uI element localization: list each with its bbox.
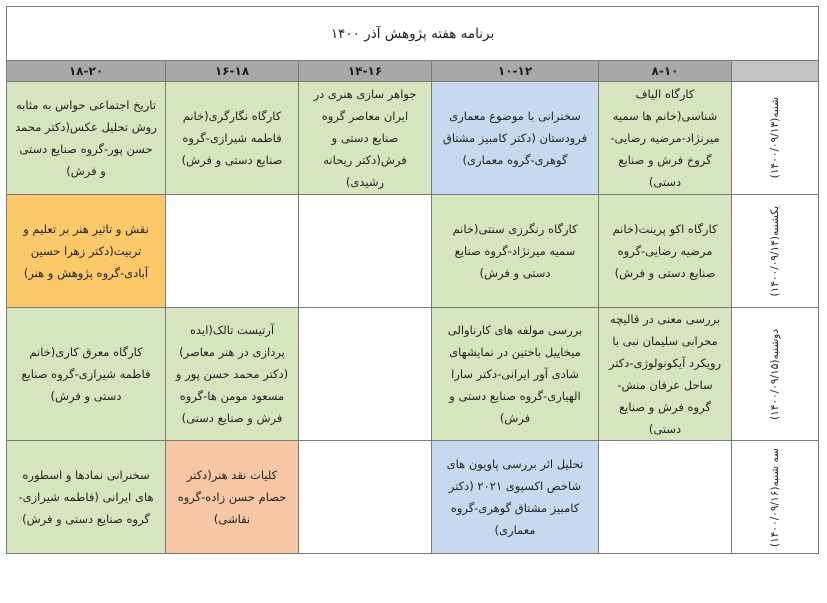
event-text: بررسی معنی در قالیچه محرابی سلیمان نبی با رویکرد آیکونولوژی-دکتر ساحل عرفان منش-گروه فرش و صنایع دستی): [608, 312, 722, 436]
schedule-row-saturday: [7, 82, 819, 195]
event-text: بررسی مولفه های کارناوالی میخاییل باختین در نمایشهای شادی آور ایرانی-دکتر سارا الهیاری-گروه صنایع دستی و فرش): [447, 323, 583, 425]
schedule-cell: [166, 82, 299, 195]
schedule-cell: [166, 308, 299, 441]
schedule-cell: [432, 441, 599, 554]
day-label: سه شنبه(۱۴۰۰/۰۹/۱۶): [769, 447, 782, 547]
schedule-table: [6, 6, 819, 554]
day-label: دوشنبه(۱۴۰۰/۰۹/۱۵): [769, 328, 782, 420]
schedule-cell: [299, 82, 432, 195]
schedule-cell: [432, 195, 599, 308]
event-text: تحلیل اثر بررسی پاویون های شاخص اکسپوی ۲۰۲۱ (دکتر کامبیز مشتاق گوهری-گروه معماری): [446, 457, 584, 537]
event-text: کلیات نقد هنر(دکتر حصام حسن زاده-گروه نقاشی): [177, 468, 287, 526]
day-label: شنبه(۱۴۰۰/۰۹/۱۳): [769, 97, 782, 179]
event-text: تاریخ اجتماعی حواس به مثابه روش تحلیل عکس(دکتر محمد حسن پور-گروه صنایع دستی و فرش): [15, 98, 157, 178]
header-row: [7, 61, 819, 82]
day-label-cell: [732, 441, 819, 554]
header-slot-8-10: ۸-۱۰: [599, 61, 732, 82]
schedule-cell: [7, 308, 166, 441]
header-slot-14-16: ۱۴-۱۶: [299, 61, 432, 82]
title-row: [7, 7, 819, 61]
header-slot-10-12: ۱۰-۱۲: [432, 61, 599, 82]
event-text: سخنرانی نمادها و اسطوره های ایرانی (فاطمه شیرازی-گروه صنایع دستی و فرش): [18, 468, 154, 526]
event-text: کارگاه رنگرزی سنتی(خانم سمیه میرنژاد-گروه صنایع دستی و فرش): [452, 222, 578, 280]
event-text: نقش و تاثیر هنر بر تعلیم و تربیت(دکتر زهرا حسین آبادی-گروه پژوهش و هنر): [23, 222, 149, 280]
schedule-cell-empty: [166, 195, 299, 308]
page-title: برنامه هفته پژوهش آذر ۱۴۰۰: [7, 7, 819, 61]
schedule-cell-empty: [599, 441, 732, 554]
schedule-cell: [599, 195, 732, 308]
event-text: کارگاه اکو پرینت(خانم مرضیه رضایی-گروه صنایع دستی و فرش): [612, 222, 718, 280]
header-slot-16-18: ۱۶-۱۸: [166, 61, 299, 82]
event-text: کارگاه الیاف شناسی(خانم ها سمیه میرنژاد-مرضیه رضایی- گروخ فرش و صنایع دستی): [610, 87, 720, 189]
schedule-row-tuesday: [7, 441, 819, 554]
schedule-cell-empty: [299, 441, 432, 554]
schedule-cell-empty: [299, 195, 432, 308]
header-corner: [732, 61, 819, 82]
schedule-cell: [432, 308, 599, 441]
schedule-cell: [7, 195, 166, 308]
schedule-cell-empty: [299, 308, 432, 441]
schedule-row-sunday: [7, 195, 819, 308]
schedule-cell: [7, 82, 166, 195]
header-slot-18-20: ۱۸-۲۰: [7, 61, 166, 82]
schedule-cell: [599, 82, 732, 195]
event-text: جواهر سازی هنری در ایران معاصر گروه صنایع دستی و فرش(دکتر ریحانه رشیدی): [313, 87, 417, 189]
schedule-cell: [599, 308, 732, 441]
event-text: سخنرانی با موضوع معماری فرودستان (دکتر کامبیز مشتاق گوهری-گروه معماری): [442, 109, 588, 167]
event-text: کارگاه معرق کاری(خانم فاطمه شیرازی-گروه صنایع دستی و فرش): [21, 345, 151, 403]
day-label-cell: [732, 308, 819, 441]
schedule-cell: [432, 82, 599, 195]
schedule-row-monday: [7, 308, 819, 441]
schedule-cell: [7, 441, 166, 554]
event-text: کارگاه نگارگری(خانم فاطمه شیرازی-گروه صنایع دستی و فرش): [181, 109, 283, 167]
day-label-cell: [732, 195, 819, 308]
event-text: آرتیست تالک(ایده پردازی در هنر معاصر)(دکتر محمد حسن پور و مسعود مومن ها-گروه فرش و صنایع دستی): [175, 323, 289, 425]
schedule-cell: [166, 441, 299, 554]
day-label: یکشنبه(۱۴۰۰/۰۹/۱۴): [769, 205, 782, 297]
day-label-cell: [732, 82, 819, 195]
